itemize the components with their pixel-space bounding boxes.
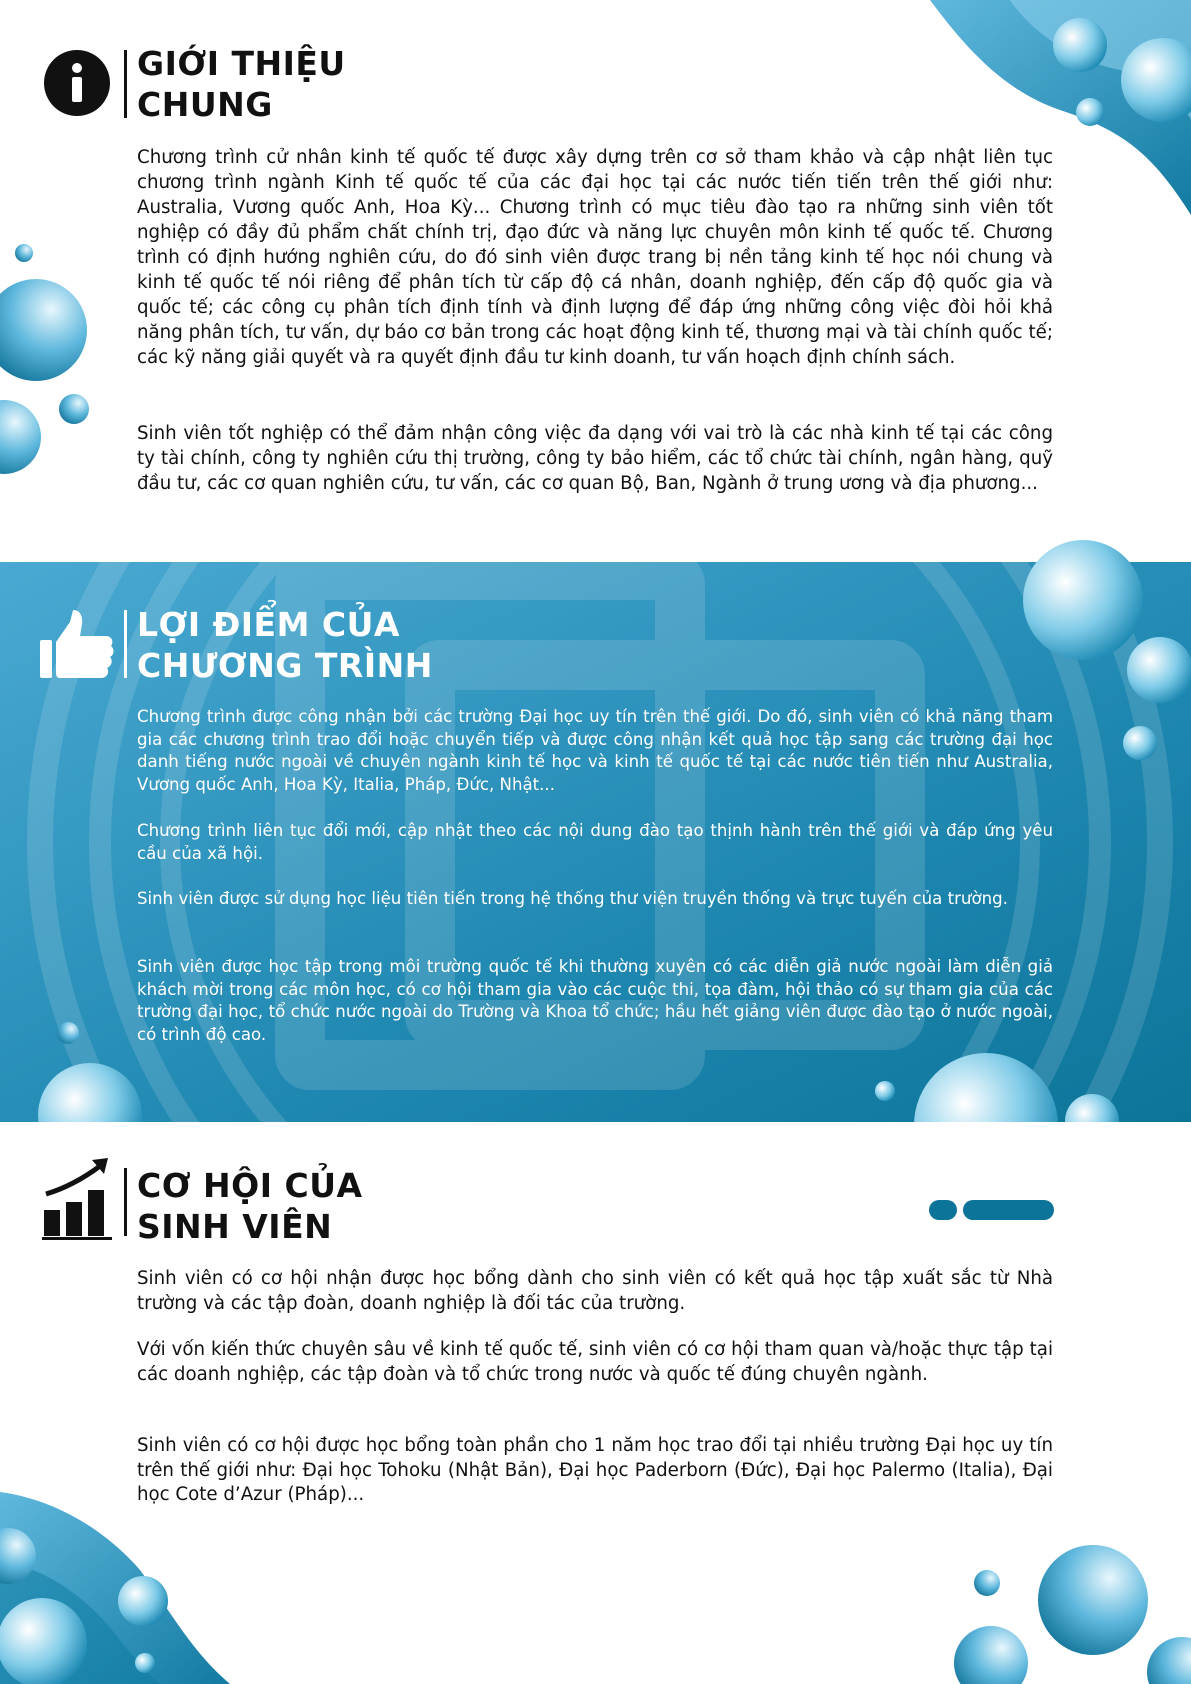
- decorative-pill-short: [929, 1200, 957, 1220]
- benefits-title-divider: [124, 610, 127, 678]
- benefits-paragraph-4: Sinh viên được học tập trong môi trường quốc tế khi thường xuyên có các diễn giả nước ngoài làm diễn giả khách mời trong các môn học, có cơ hội tham gia vào các cuộc thi, tọa đàm, hội thảo có sự tham gia của các trường đại học, tổ chức nước ngoài do Trường và Khoa tổ chức; hầu hết giảng viên được đào tạo ở nước ngoài, có trình độ cao.: [137, 957, 1053, 1044]
- opportunities-title-line1: CƠ HỘI CỦA: [137, 1166, 363, 1205]
- benefits-title-line2: CHƯƠNG TRÌNH: [137, 646, 433, 685]
- benefits-paragraph-3: Sinh viên được sử dụng học liệu tiên tiến trong hệ thống thư viện truyền thống và trực tuyến của trường.: [137, 889, 1008, 908]
- intro-title-line2: CHUNG: [137, 85, 273, 124]
- opportunities-title-divider: [124, 1168, 127, 1236]
- intro-paragraph-1: Chương trình cử nhân kinh tế quốc tế được xây dựng trên cơ sở tham khảo và cập nhật liên tục chương trình ngành Kinh tế quốc tế của các đại học tại các nước tiến tiến trên thế giới như: Australia, Vương quốc Anh, Hoa Kỳ... Chương trình có mục tiêu đào tạo ra những sinh viên tốt nghiệp có đầy đủ phẩm chất chính trị, đạo đức và năng lực chuyên môn kinh tế quốc tế. Chương trình có định hướng nghiên cứu, do đó sinh viên được trang bị nền tảng kinh tế học nói chung và kinh tế quốc tế nói riêng để phân tích từ cấp độ cá nhân, doanh nghiệp, đến cấp độ quốc gia và quốc tế; các công cụ phân tích định tính và định lượng để đáp ứng những công việc đòi hỏi khả năng phân tích, tư vấn, dự báo cơ bản trong các hoạt động kinh tế, thương mại và tài chính quốc tế; các kỹ năng giải quyết và ra quyết định đầu tư kinh doanh, tư vấn hoạch định chính sách.: [137, 147, 1053, 368]
- benefits-paragraph-1: Chương trình được công nhận bởi các trường Đại học uy tín trên thế giới. Do đó, sinh viên có khả năng tham gia các chương trình trao đổi hoặc chuyển tiếp và được công nhận kết quả học tập sang các trường đại học danh tiếng nước ngoài về chuyên ngành kinh tế học và kinh tế quốc tế tại các nước tiên tiến như Australia, Vương quốc Anh, Hoa Kỳ, Italia, Pháp, Đức, Nhật...: [137, 707, 1053, 794]
- growth-chart-icon: [42, 1158, 114, 1240]
- intro-title-line1: GIỚI THIỆU: [137, 44, 346, 83]
- intro-paragraph-2: Sinh viên tốt nghiệp có thể đảm nhận công việc đa dạng với vai trò là các nhà kinh tế tại các công ty tài chính, công ty nghiên cứu thị trường, công ty bảo hiểm, các tổ chức tài chính, ngân hàng, quỹ đầu tư, các cơ quan nghiên cứu, tư vấn, các cơ quan Bộ, Ban, Ngành ở trung ương và địa phương...: [137, 423, 1053, 494]
- benefits-paragraph-2: Chương trình liên tục đổi mới, cập nhật theo các nội dung đào tạo thịnh hành trên thế giới và đáp ứng yêu cầu của xã hội.: [137, 821, 1053, 863]
- benefits-section-title: [137, 604, 433, 686]
- intro-title-divider: [124, 50, 127, 118]
- opportunities-paragraph-3: Sinh viên có cơ hội được học bổng toàn phần cho 1 năm học trao đổi tại nhiều trường Đại học uy tín trên thế giới như: Đại học Tohoku (Nhật Bản), Đại học Paderborn (Đức), Đại học Palermo (Italia), Đại học Cote d’Azur (Pháp)...: [137, 1435, 1053, 1505]
- opportunities-paragraph-2: Với vốn kiến thức chuyên sâu về kinh tế quốc tế, sinh viên có cơ hội tham quan và/hoặc thực tập tại các doanh nghiệp, các tập đoàn và tổ chức trong nước và quốc tế đúng chuyên ngành.: [137, 1339, 1053, 1385]
- opportunities-paragraph-1: Sinh viên có cơ hội nhận được học bổng dành cho sinh viên có kết quả học tập xuất sắc từ Nhà trường và các tập đoàn, doanh nghiệp là đối tác của trường.: [137, 1268, 1053, 1314]
- opportunities-section-title: [137, 1165, 363, 1247]
- info-icon: [44, 50, 110, 116]
- thumbs-up-icon: [40, 610, 114, 680]
- intro-section-title: [137, 43, 346, 125]
- opportunities-title-line2: SINH VIÊN: [137, 1207, 333, 1246]
- benefits-title-line1: LỢI ĐIỂM CỦA: [137, 605, 400, 644]
- decorative-pill-long: [963, 1200, 1054, 1220]
